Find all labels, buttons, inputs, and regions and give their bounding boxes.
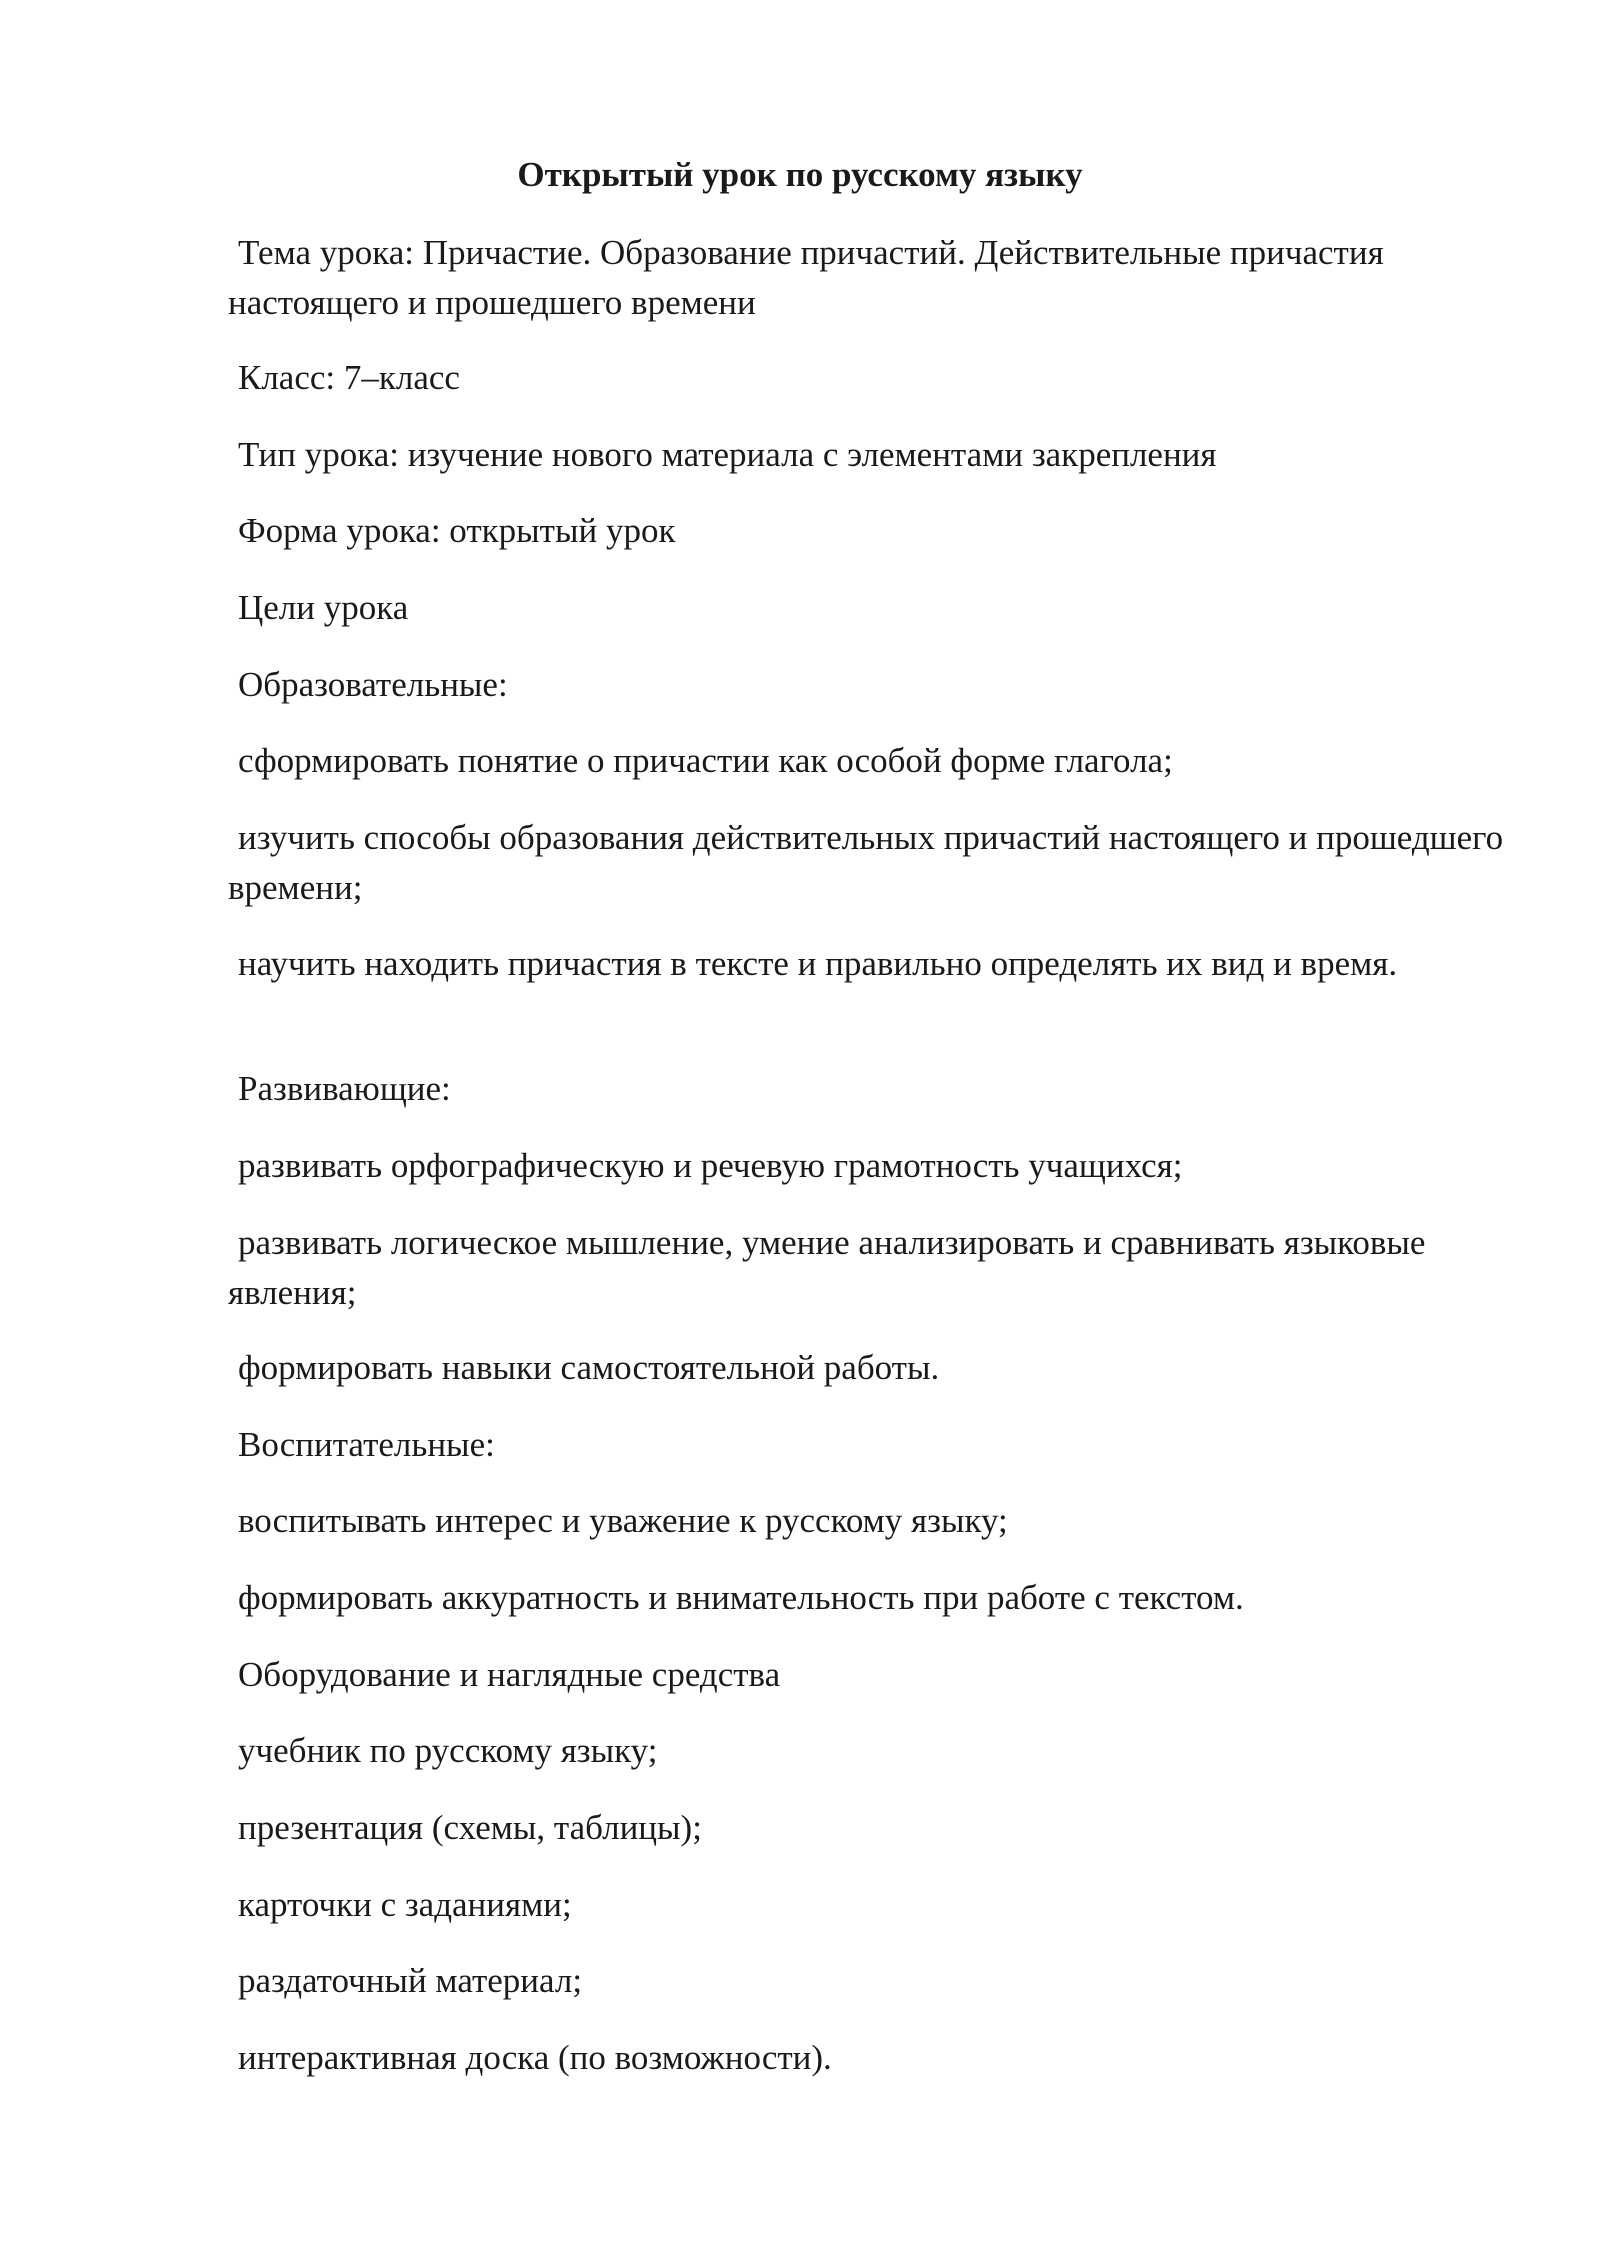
goal-item: формировать аккуратность и внимательность при работе с текстом. [238, 1578, 1244, 1617]
goal-item: формировать навыки самостоятельной работы. [238, 1348, 940, 1387]
section-equipment-heading: Оборудование и наглядные средства [238, 1655, 781, 1694]
goal-item: развивать логическое мышление, умение анализировать и сравнивать языковые явления; [228, 1223, 1426, 1312]
equipment-item: раздаточный материал; [238, 1961, 583, 2000]
subsection-upbringing: Воспитательные: [238, 1425, 495, 1464]
lesson-class: Класс: 7–класс [238, 358, 460, 397]
lesson-topic: Тема урока: Причастие. Образование причастий. Действительные причастия настоящего и прошедшего времени [228, 233, 1384, 322]
subsection-developing: Развивающие: [238, 1069, 451, 1108]
equipment-item: учебник по русскому языку; [238, 1731, 658, 1770]
goal-item: научить находить причастия в тексте и правильно определять их вид и время. [238, 944, 1398, 983]
goal-item: развивать орфографическую и речевую грамотность учащихся; [238, 1146, 1183, 1185]
goal-item: сформировать понятие о причастии как особой форме глагола; [238, 741, 1173, 780]
equipment-item: интерактивная доска (по возможности). [238, 2038, 832, 2077]
subsection-educational: Образовательные: [238, 665, 508, 704]
section-goals-heading: Цели урока [238, 588, 409, 627]
goal-item: воспитывать интерес и уважение к русскому языку; [238, 1501, 1008, 1540]
goal-item: изучить способы образования действительных причастий настоящего и прошедшего времени; [228, 818, 1504, 907]
lesson-form: Форма урока: открытый урок [238, 511, 676, 550]
lesson-type: Тип урока: изучение нового материала с элементами закрепления [238, 435, 1217, 474]
document-title: Открытый урок по русскому языку [517, 155, 1083, 194]
equipment-item: карточки с заданиями; [238, 1885, 572, 1924]
equipment-item: презентация (схемы, таблицы); [238, 1808, 702, 1847]
